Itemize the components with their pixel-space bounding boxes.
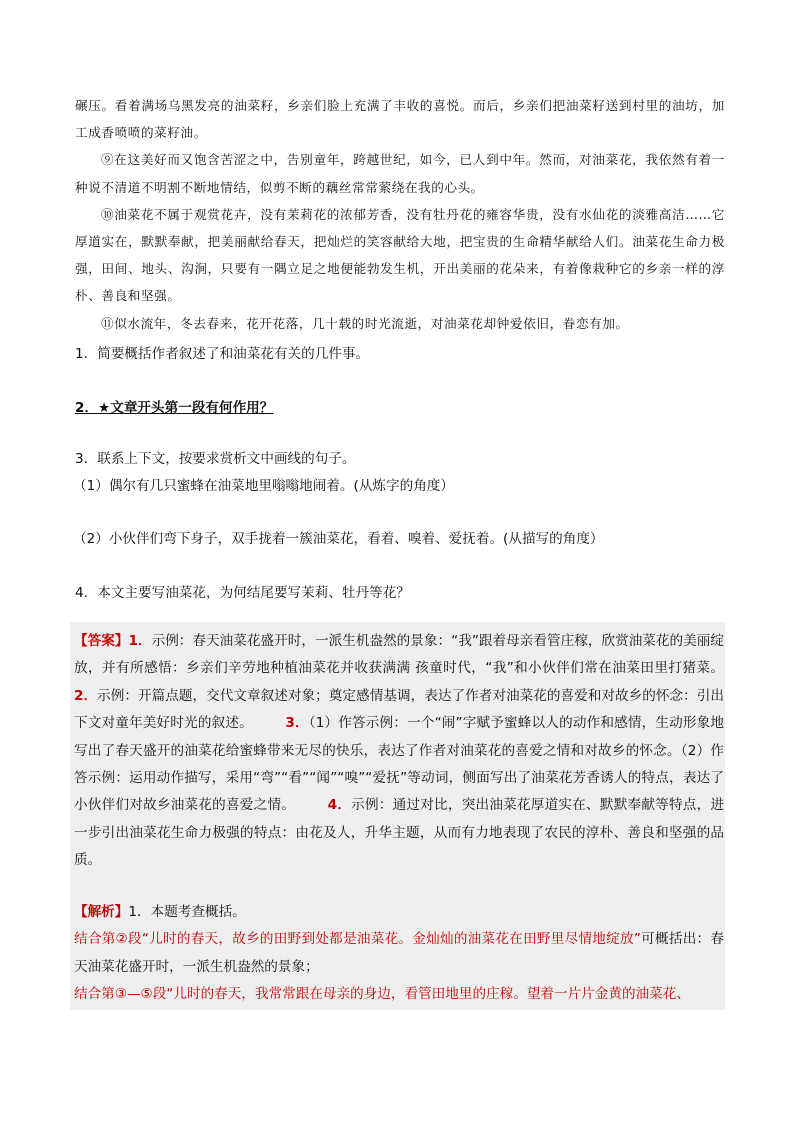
answer-4-number: 4． xyxy=(327,797,352,814)
answer-3-text: （1）作答示例：一个“闹”字赋予蜜蜂以人的动作和感情，生动形象地写出了春天盛开的油菜花给蜜蜂带来无尽的快乐，表达了作者对油菜花的喜爱之情和对故乡的怀念。（2）作答示例：运用动作描写，采用“弯”“看”“闻”“嗅”“爱抚”等动词，侧面写出了油菜花芳香诱人的特点，表达了小伙伴们对故乡油菜花的喜爱之情。 xyxy=(74,715,725,814)
question-2: 2．★文章开头第一段有何作用？ xyxy=(75,400,274,416)
analysis-section xyxy=(74,899,724,1009)
answer-section xyxy=(74,628,724,875)
answer-panel xyxy=(70,622,725,1010)
answer-2-number: 2． xyxy=(74,687,98,704)
answer-1-number: 1． xyxy=(128,633,152,649)
answer-3-number: 3． xyxy=(285,715,309,732)
question-1: 1．简要概括作者叙述了和油菜花有关的几件事。 xyxy=(75,346,370,362)
analysis-summary-2: 可概括出：春天油菜花盛开时，一派生机盎然的景象； xyxy=(74,931,725,975)
reading-passage xyxy=(75,92,725,337)
passage-paragraph-10: ⑩油菜花不属于观赏花卉，没有茉莉花的浓郁芳香，没有牡丹花的雍容华贵，没有水仙花的淡雅高洁……它厚道实在，默默奉献，把美丽献给春天，把灿烂的笑容献给大地，把宝贵的生命精华献给人们。油菜花生命力极强，田间、地头、沟涧，只要有一隅立足之地便能勃发生机，开出美丽的花朵来，有着像栽种它的乡亲一样的淳朴、善良和坚强。 xyxy=(75,206,725,304)
analysis-ref-3-5: 结合第③—⑤段 xyxy=(74,986,167,1003)
answer-2-text: 示例：开篇点题，交代文章叙述对象；奠定感情基调，表达了作者对油菜花的喜爱和对故乡的怀念：引出下文对童年美好时光的叙述。 xyxy=(74,687,724,732)
question-3: 3．联系上下文，按要求赏析文中画线的句子。 xyxy=(75,451,356,467)
passage-paragraph-11: ⑪似水流年，冬去春来，花开花落，几十载的时光流逝，对油菜花却钟爱依旧，眷恋有加。 xyxy=(101,315,629,331)
analysis-quote-3-5: “儿时的春天，我常常跟在母亲的身边，看管田地里的庄稼。望着一片片金黄的油菜花、 xyxy=(166,986,690,1003)
question-3-part-2: （2）小伙伴们弯下身子，双手拢着一簇油菜花，看着、嗅着、爱抚着。(从描写的角度） xyxy=(73,531,604,547)
answer-4-text: 示例：通过对比，突出油菜花厚道实在、默默奉献等特点，进一步引出油菜花生命力极强的特点：由花及人，升华主题，从而有力地表现了农民的淳朴、善良和坚强的品质。 xyxy=(74,797,725,869)
analysis-ref-2: 结合第②段 xyxy=(74,931,142,948)
analysis-label: 【解析】 xyxy=(74,904,129,920)
passage-paragraph-9: ⑨在这美好而又饱含苦涩之中，告别童年，跨越世纪，如今，已人到中年。然而，对油菜花，我依然有着一种说不清道不明割不断地情结，似剪不断的藕丝常常萦绕在我的心头。 xyxy=(75,152,725,195)
answer-label: 【答案】 xyxy=(74,633,129,649)
passage-paragraph: 碾压。看着满场乌黑发亮的油菜籽，乡亲们脸上充满了丰收的喜悦。而后，乡亲们把油菜籽送到村里的油坊，加工成香喷喷的菜籽油。 xyxy=(75,98,725,141)
answer-1-text: 示例：春天油菜花盛开时，一派生机盎然的景象：“我”跟着母亲看管庄稼，欣赏油菜花的美丽绽放，并有所感悟：乡亲们辛劳地种植油菜花并收获满满 孩童时代，“我”和小伙伴们常在油菜田里打猪菜。 xyxy=(74,633,724,677)
analysis-quote-2: “儿时的春天，故乡的田野到处都是油菜花。金灿灿的油菜花在田野里尽情地绽放” xyxy=(141,931,641,948)
analysis-line-1: 1．本题考查概括。 xyxy=(128,904,246,920)
question-4: 4．本文主要写油菜花，为何结尾要写茉莉、牡丹等花？ xyxy=(75,585,410,601)
question-3-part-1: （1）偶尔有几只蜜蜂在油菜地里嗡嗡地闹着。(从炼字的角度） xyxy=(73,478,454,494)
